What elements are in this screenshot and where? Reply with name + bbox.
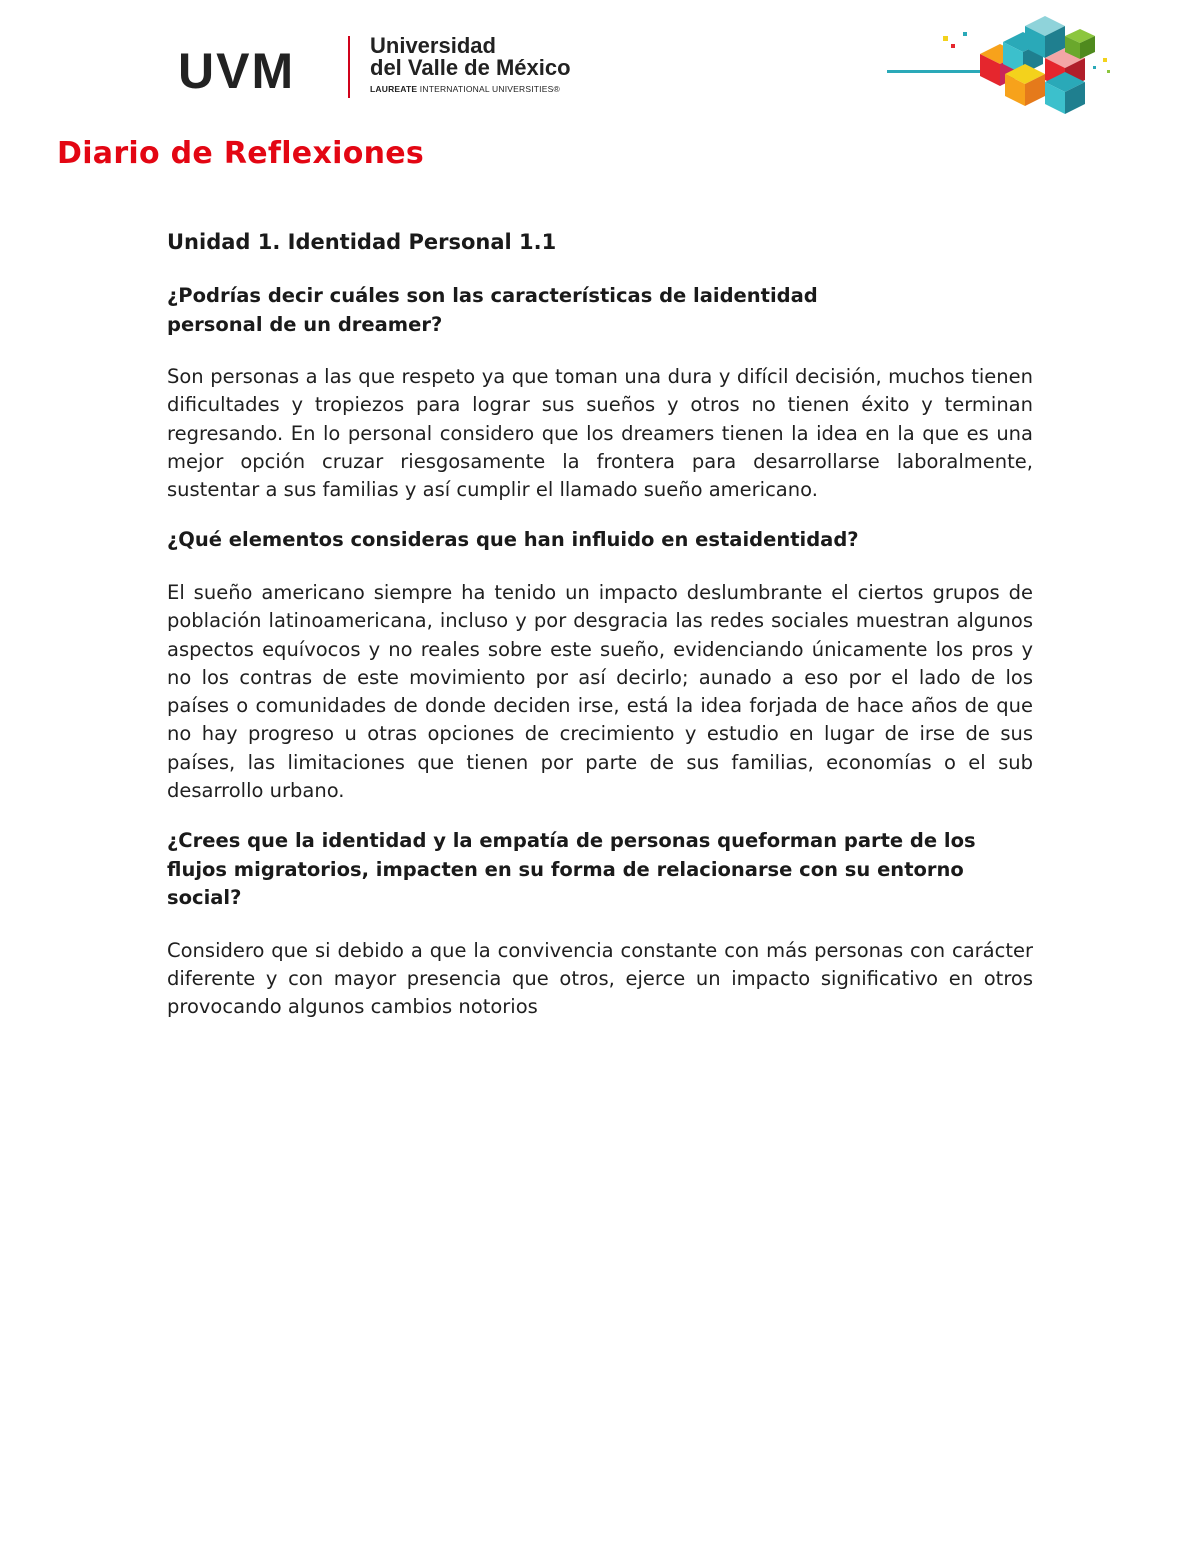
logo-mark: UVM <box>178 43 296 99</box>
answer-2: El sueño americano siempre ha tenido un impacto deslumbrante el ciertos grupos de población latinoamericana, incluso y por desgracia las redes sociales muestran algunos aspectos equívocos y no reales sobre este sueño, evidenciando únicamente los pros y no los contras de este movimiento por así decirlo; aunado a eso por el lado de los países o comunidades de donde deciden irse, está la idea forjada de hace años de que no hay progreso u otras opciones de crecimiento y estudio en lugar de irse de sus países, las limitaciones que tienen por parte de sus familias, economías o el sub desarrollo urbano. <box>167 580 1033 803</box>
decorative-cubes-icon <box>885 14 1115 114</box>
document-body <box>167 228 1033 1044</box>
question-2: ¿Qué elementos consideras que han influido en estaidentidad? <box>167 528 859 552</box>
document-title: Diario de Reflexiones <box>57 136 425 171</box>
logo-tagline: LAUREATE INTERNATIONAL UNIVERSITIES® <box>370 84 560 94</box>
logo-university-name-line2: del Valle de México <box>370 55 571 80</box>
question-3: ¿Crees que la identidad y la empatía de personas queforman parte de los flujos migratorios, impacten en su forma de relacionarse con su entorno social? <box>167 829 976 910</box>
unit-heading: Unidad 1. Identidad Personal 1.1 <box>167 230 557 254</box>
uvm-logo <box>178 30 578 100</box>
answer-3: Considero que si debido a que la convivencia constante con más personas con carácter diferente y con mayor presencia que otros, ejerce un impacto significativo en otros provocando algunos cambios notorios <box>167 938 1033 1019</box>
logo-university-name-line1: Universidad <box>370 33 496 58</box>
logo-divider <box>348 36 350 98</box>
answer-1: Son personas a las que respeto ya que toman una dura y difícil decisión, muchos tienen dificultades y tropiezos para lograr sus sueños y otros no tienen éxito y terminan regresando. En lo personal considero que los dreamers tienen la idea en la que es una mejor opción cruzar riesgosamente la frontera para desarrollarse laboralmente, sustentar a sus familias y así cumplir el llamado sueño americano. <box>167 365 1033 502</box>
question-1: ¿Podrías decir cuáles son las características de laidentidad personal de un dreamer? <box>167 284 818 336</box>
